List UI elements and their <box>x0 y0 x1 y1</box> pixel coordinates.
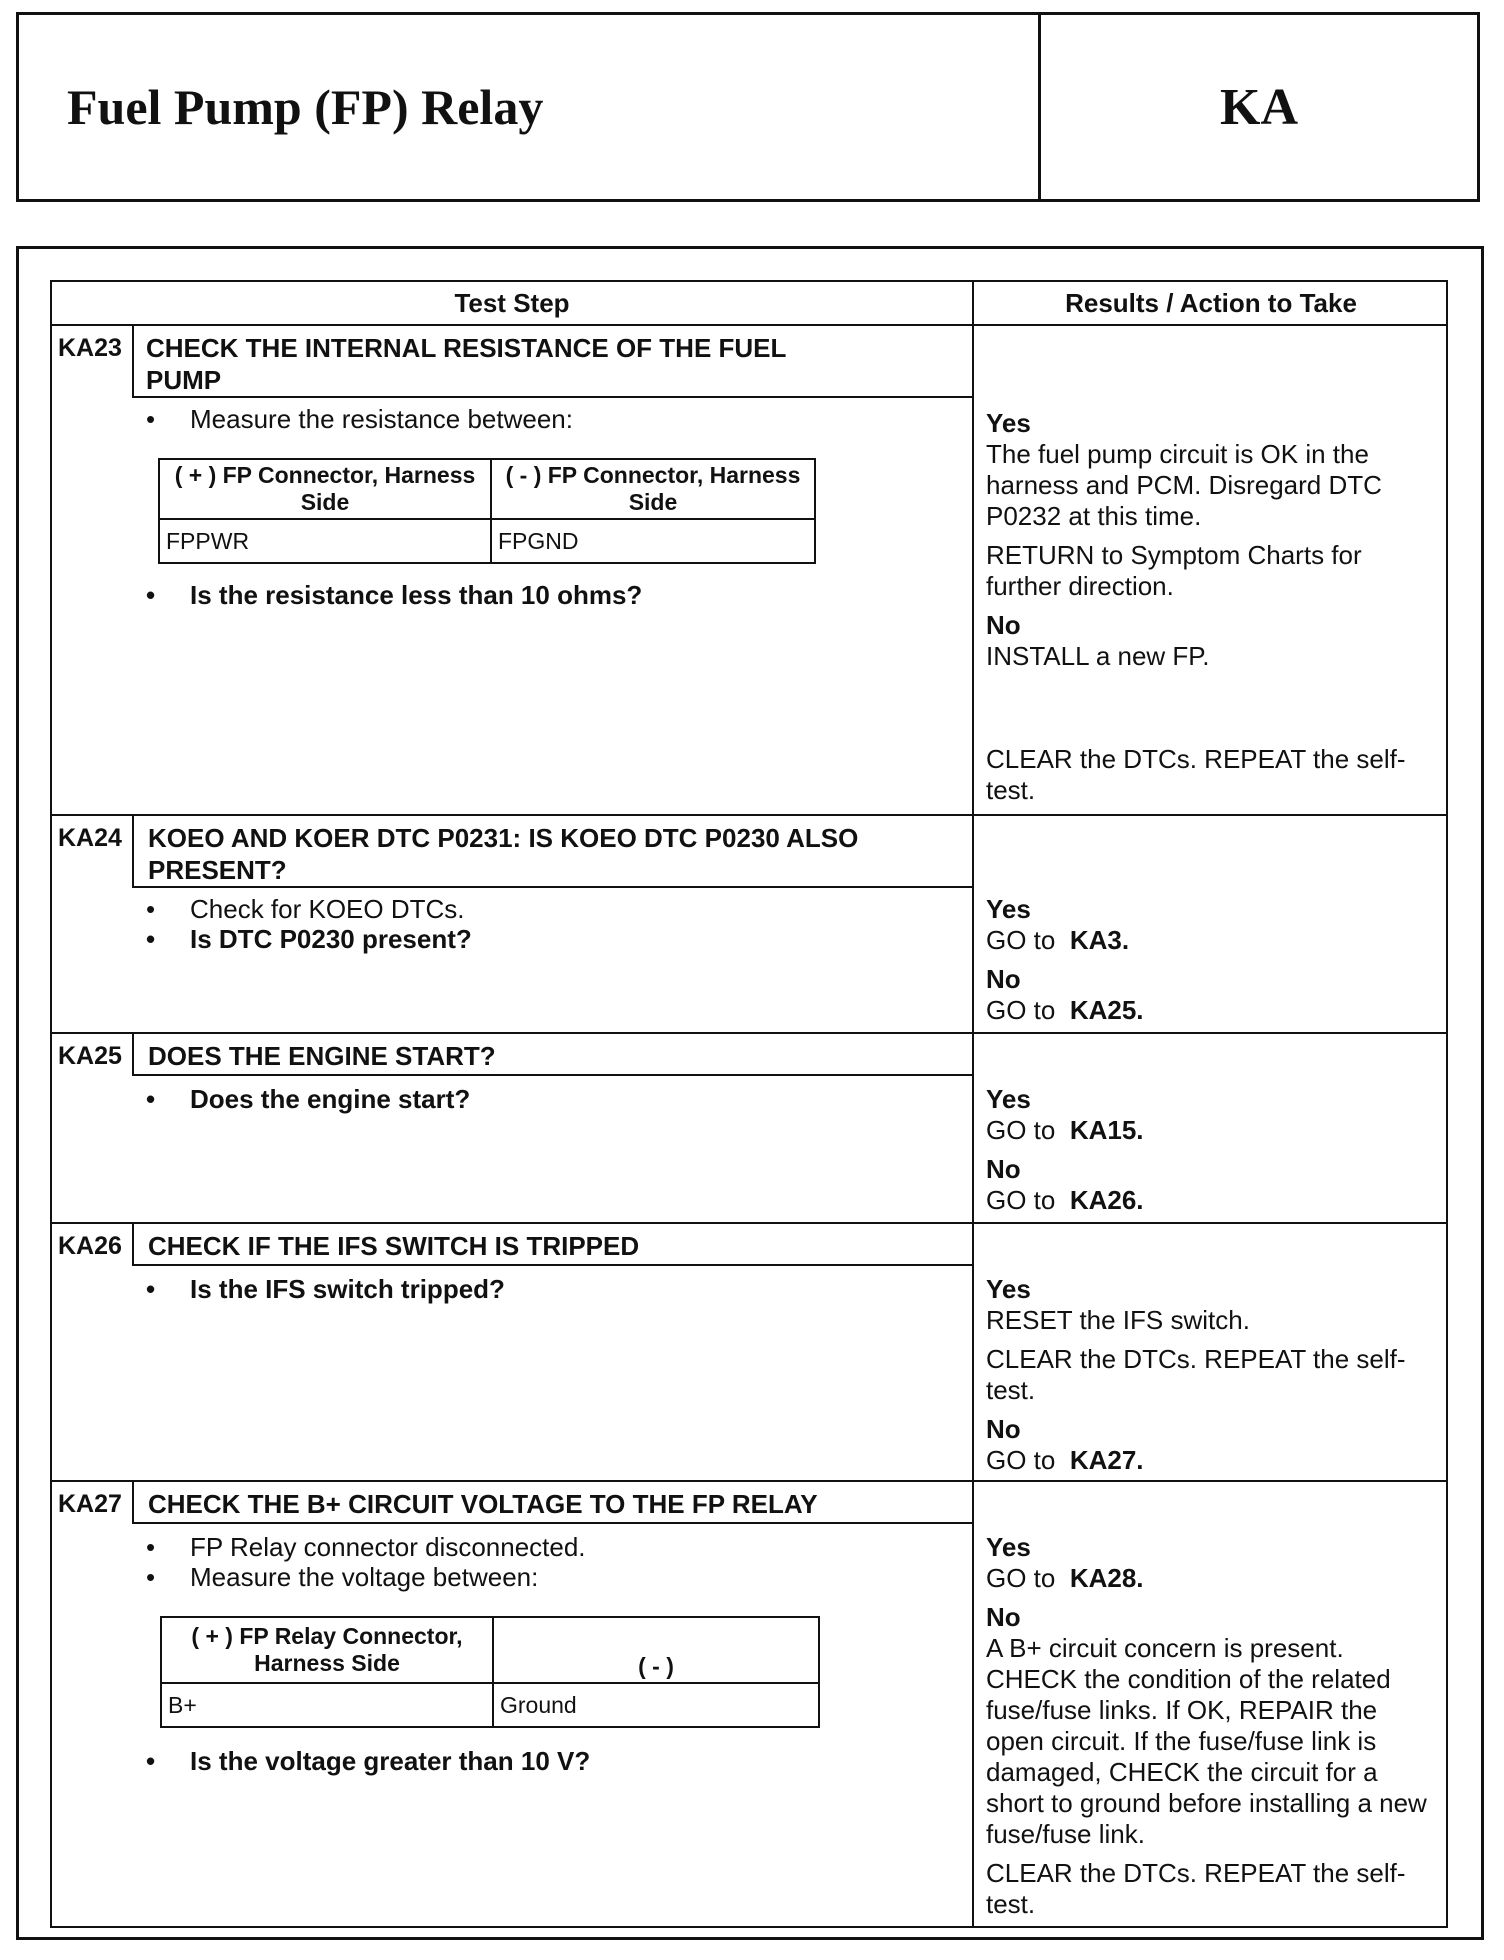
yes-label: Yes <box>986 1274 1031 1304</box>
result-block <box>986 408 1436 680</box>
no-label: No <box>986 610 1021 640</box>
goto-text: GO to <box>986 1445 1056 1475</box>
goto-target: KA15. <box>1069 1115 1144 1145</box>
bullet-item: • Is the resistance less than 10 ohms? <box>146 580 643 610</box>
step-id-divider <box>132 326 134 398</box>
result-block <box>986 894 1446 1034</box>
goto-target: KA3. <box>1069 925 1130 955</box>
yes-label: Yes <box>986 894 1031 924</box>
row-divider <box>52 1480 1446 1482</box>
title-underline <box>132 1074 972 1076</box>
table-cell: FPPWR <box>159 519 491 563</box>
row-divider <box>52 1222 1446 1224</box>
table-header: ( + ) FP Connector, Harness Side <box>159 459 491 519</box>
result-text: A B+ circuit concern is present. CHECK the condition of the related fuse/fuse links. If OK, REPAIR the open circuit. If the fuse/fuse link is damaged, CHECK the circuit for a short to ground before installing a new fuse/fuse link. <box>986 1633 1427 1849</box>
goto-target: KA27. <box>1069 1445 1144 1475</box>
step-id: KA23 <box>58 334 122 362</box>
result-block <box>986 1532 1440 1928</box>
no-label: No <box>986 1414 1021 1444</box>
section-code: KA <box>1220 78 1298 136</box>
title-underline <box>132 396 972 398</box>
bullet-item: • FP Relay connector disconnected. <box>146 1532 586 1562</box>
result-text: The fuel pump circuit is OK in the harness and PCM. Disregard DTC P0232 at this time. <box>986 439 1382 531</box>
bullet-item: • Is DTC P0230 present? <box>146 924 472 954</box>
goto-target: KA26. <box>1069 1185 1144 1215</box>
table-header: ( - ) FP Connector, Harness Side <box>491 459 815 519</box>
page-title: Fuel Pump (FP) Relay <box>19 15 1041 199</box>
goto-target: KA28. <box>1069 1563 1144 1593</box>
result-text: CLEAR the DTCs. REPEAT the self-test. <box>986 744 1406 805</box>
table-cell: Ground <box>493 1683 819 1727</box>
step-title: CHECK THE INTERNAL RESISTANCE OF THE FUEL PUMP <box>146 333 786 395</box>
result-text: CLEAR the DTCs. REPEAT the self-test. <box>986 1344 1406 1405</box>
test-step-header: Test Step <box>52 282 972 326</box>
goto-text: GO to <box>986 1563 1056 1593</box>
row-divider <box>52 814 1446 816</box>
row-divider <box>52 1032 1446 1034</box>
page-header <box>16 12 1480 202</box>
connector-table <box>160 1616 820 1728</box>
step-id: KA27 <box>58 1490 122 1518</box>
goto-text: GO to <box>986 995 1056 1025</box>
result-block <box>986 1274 1446 1484</box>
goto-text: GO to <box>986 1115 1056 1145</box>
result-text: CLEAR the DTCs. REPEAT the self-test. <box>986 1858 1406 1919</box>
title-underline <box>132 1264 972 1266</box>
column-divider <box>972 282 974 1926</box>
step-title: CHECK THE B+ CIRCUIT VOLTAGE TO THE FP RELAY <box>148 1489 818 1519</box>
result-text: RESET the IFS switch. <box>986 1305 1250 1335</box>
step-id-divider <box>132 1482 134 1524</box>
step-title: CHECK IF THE IFS SWITCH IS TRIPPED <box>148 1231 640 1261</box>
yes-label: Yes <box>986 408 1031 438</box>
bullet-item: • Is the voltage greater than 10 V? <box>146 1746 591 1776</box>
step-id-divider <box>132 1224 134 1266</box>
bullet-item: • Measure the resistance between: <box>146 404 573 434</box>
no-label: No <box>986 964 1021 994</box>
table-header: ( + ) FP Relay Connector, Harness Side <box>161 1617 493 1683</box>
bullet-item: • Does the engine start? <box>146 1084 471 1114</box>
yes-label: Yes <box>986 1084 1031 1114</box>
result-text: RETURN to Symptom Charts for further direction. <box>986 540 1362 601</box>
step-id-divider <box>132 1034 134 1076</box>
yes-label: Yes <box>986 1532 1031 1562</box>
test-table <box>50 280 1448 1928</box>
step-id: KA25 <box>58 1042 122 1070</box>
connector-table <box>158 458 816 564</box>
goto-target: KA25. <box>1069 995 1144 1025</box>
step-title: DOES THE ENGINE START? <box>148 1041 496 1071</box>
title-underline <box>132 886 972 888</box>
bullet-item: • Is the IFS switch tripped? <box>146 1274 505 1304</box>
bullet-item: • Check for KOEO DTCs. <box>146 894 465 924</box>
no-label: No <box>986 1602 1021 1632</box>
goto-text: GO to <box>986 925 1056 955</box>
bullet-item: • Measure the voltage between: <box>146 1562 539 1592</box>
table-cell: B+ <box>161 1683 493 1727</box>
table-cell: FPGND <box>491 519 815 563</box>
step-id: KA26 <box>58 1232 122 1260</box>
step-id: KA24 <box>58 824 122 852</box>
no-label: No <box>986 1154 1021 1184</box>
title-underline <box>132 1522 972 1524</box>
goto-text: GO to <box>986 1185 1056 1215</box>
table-header: ( - ) <box>493 1617 819 1683</box>
step-title: KOEO AND KOER DTC P0231: IS KOEO DTC P0230 ALSO PRESENT? <box>148 823 859 885</box>
result-block <box>986 1084 1446 1224</box>
step-id-divider <box>132 816 134 888</box>
results-header: Results / Action to Take <box>974 282 1448 326</box>
result-text: INSTALL a new FP. <box>986 641 1210 671</box>
